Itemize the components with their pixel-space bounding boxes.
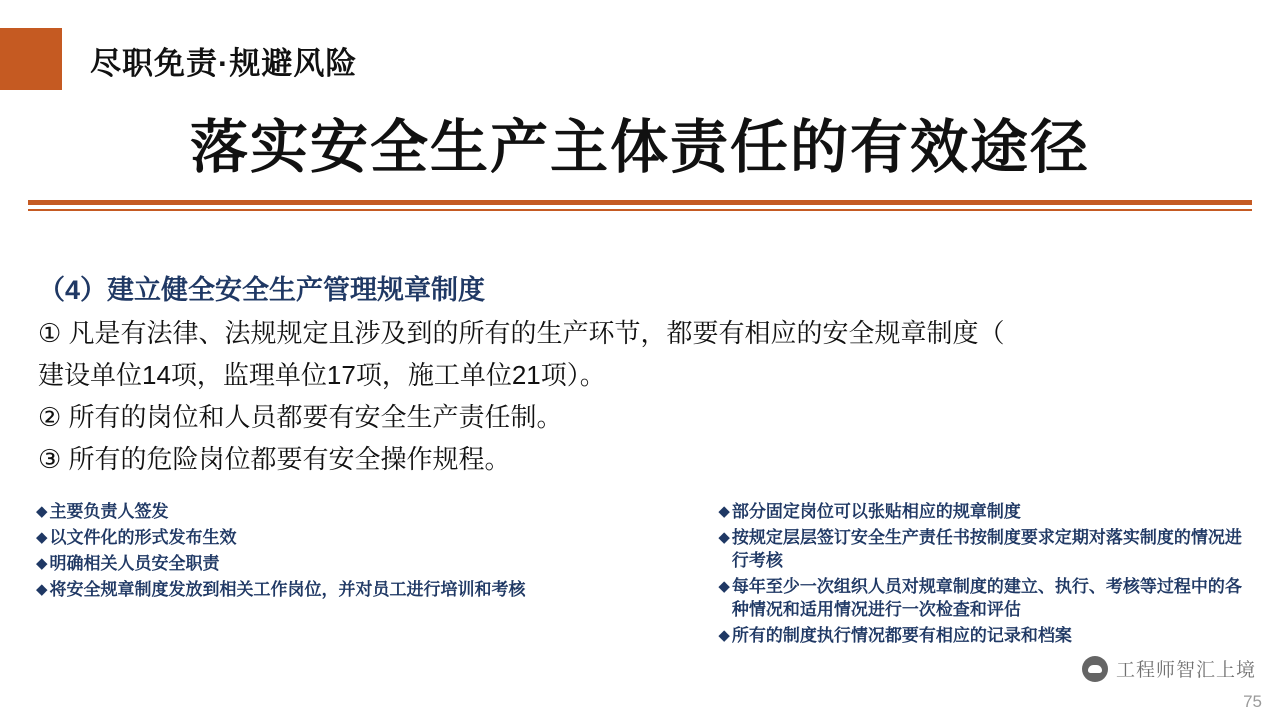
diamond-bullet-icon: ◆: [718, 627, 730, 644]
page-title: 落实安全生产主体责任的有效途径: [189, 115, 1090, 180]
page-number: 75: [1243, 692, 1262, 711]
body-line: ① 凡是有法律、法规规定且涉及到的所有的生产环节，都要有相应的安全规章制度（: [38, 318, 1005, 348]
watermark-label: 工程师智汇上境: [1115, 660, 1256, 681]
list-item-label: 按规定层层签订安全生产责任书按制度要求定期对落实制度的情况进行考核: [731, 528, 1242, 570]
list-item: [36, 578, 632, 601]
list-item: [718, 575, 1256, 621]
diamond-bullet-icon: ◆: [36, 529, 48, 546]
list-item: [718, 526, 1256, 572]
header-accent-block: [0, 28, 62, 90]
bullet-column-right: [658, 500, 1256, 650]
diamond-bullet-icon: ◆: [718, 529, 730, 546]
diamond-bullet-icon: ◆: [36, 555, 48, 572]
list-item-label: 明确相关人员安全职责: [49, 554, 220, 573]
list-item: [718, 624, 1256, 647]
list-item-label: 主要负责人签发: [49, 502, 169, 521]
list-item-label: 每年至少一次组织人员对规章制度的建立、执行、考核等过程中的各种情况和适用情况进行一次检查和评估: [731, 577, 1242, 619]
diamond-bullet-icon: ◆: [718, 578, 730, 595]
list-item-label: 所有的制度执行情况都要有相应的记录和档案: [731, 626, 1072, 645]
diamond-bullet-icon: ◆: [36, 503, 48, 520]
list-item: [36, 526, 632, 549]
slide-eyebrow: 尽职免责·规避风险: [90, 46, 358, 81]
bullet-column-left: [36, 500, 632, 650]
section-heading: （4）建立健全安全生产管理规章制度: [38, 275, 486, 305]
bullet-columns: [36, 500, 1256, 650]
body-line: ② 所有的岗位和人员都要有安全生产责任制。: [38, 402, 563, 432]
list-item-label: 部分固定岗位可以张贴相应的规章制度: [731, 502, 1021, 521]
body-paragraph: [38, 312, 1248, 480]
list-item: [36, 552, 632, 575]
list-item-label: 将安全规章制度发放到相关工作岗位，并对员工进行培训和考核: [49, 580, 526, 599]
divider-thin: [28, 209, 1252, 211]
list-item: [36, 500, 632, 523]
divider-thick: [28, 200, 1252, 205]
body-line: ③ 所有的危险岗位都要有安全操作规程。: [38, 444, 511, 474]
list-item: [718, 500, 1256, 523]
wechat-logo-icon: [1082, 656, 1108, 682]
body-line: 建设单位14项，监理单位17项，施工单位21项）。: [38, 360, 606, 390]
list-item-label: 以文件化的形式发布生效: [49, 528, 237, 547]
watermark: [1082, 655, 1256, 682]
diamond-bullet-icon: ◆: [36, 581, 48, 598]
diamond-bullet-icon: ◆: [718, 503, 730, 520]
